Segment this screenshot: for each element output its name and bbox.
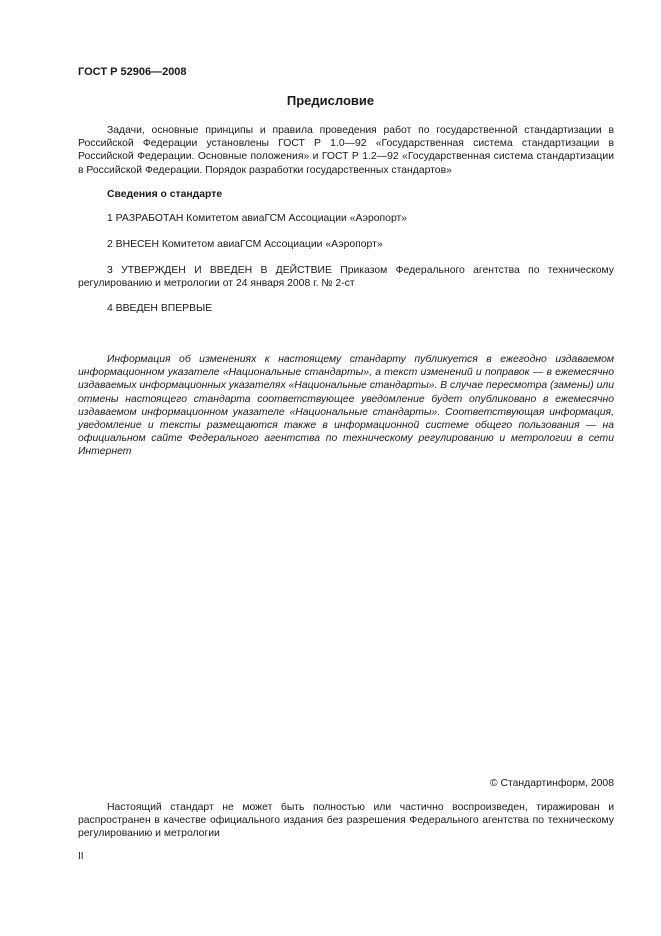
- page-number: II: [78, 851, 84, 862]
- list-item: 2 ВНЕСЕН Комитетом авиаГСМ Ассоциации «Аэропорт»: [107, 239, 383, 250]
- page-title: Предисловие: [286, 93, 375, 108]
- reproduction-notice: Настоящий стандарт не может быть полностью или частично воспроизведен, тиражирован и распространен в качестве официального издания без разрешения Федерального агентства по техническому регулированию и метрологии: [78, 802, 614, 840]
- intro-paragraph: Задачи, основные принципы и правила проведения работ по государственной стандартизации в Российской Федерации установлены ГОСТ Р 1.0—92 «Государственная система стандартизации в Российской Федерации. Основные положения» и ГОСТ Р 1.2—92 «Государственная система стандартизации в Российской Федерации. Порядок разработки государственных стандартов»: [78, 125, 614, 176]
- list-item: 3 УТВЕРЖДЕН И ВВЕДЕН В ДЕЙСТВИЕ Приказом Федерального агентства по техническому регулированию и метрологии от 24 января 2008 г. № 2-ст: [78, 265, 614, 290]
- section-heading: Сведения о стандарте: [107, 189, 223, 200]
- information-note: Информация об изменениях к настоящему стандарту публикуется в ежегодно издаваемом информационном указателе «Национальные стандарты», а текст изменений и поправок — в ежемесячно издаваемых информационных указателях «Национальные стандарты». В случае пересмотра (замены) или отмены настоящего стандарта соответствующее уведомление будет опубликовано в ежемесячно издаваемом информационном указателе «Национальные стандарты». Соответствующая информация, уведомление и тексты размещаются также в информационной системе общего пользования — на официальном сайте Федерального агентства по техническому регулированию и метрологии в сети Интернет: [78, 354, 614, 458]
- list-item: 4 ВВЕДЕН ВПЕРВЫЕ: [107, 303, 213, 314]
- copyright-line: © Стандартинформ, 2008: [489, 778, 614, 789]
- list-item: 1 РАЗРАБОТАН Комитетом авиаГСМ Ассоциации «Аэропорт»: [107, 213, 408, 224]
- document-code-header: ГОСТ Р 52906—2008: [78, 66, 187, 78]
